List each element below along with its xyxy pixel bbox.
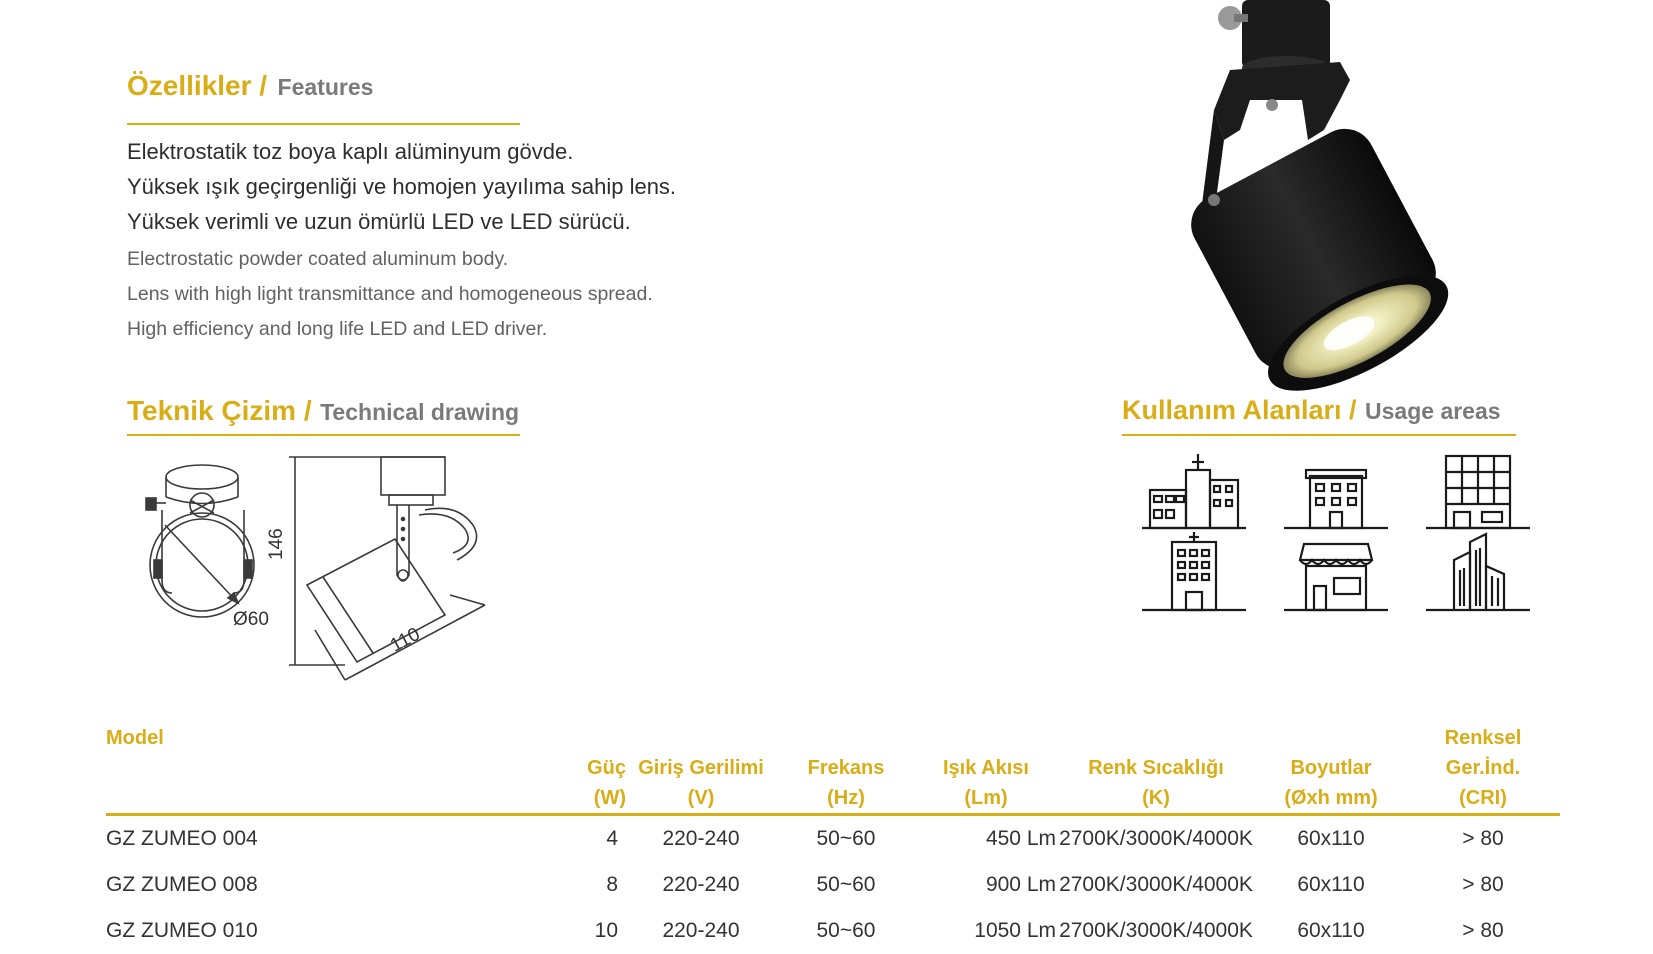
cell-dimensions: 60x110 — [1297, 919, 1365, 942]
feature-line-en-2: Lens with high light transmittance and homogeneous spread. — [127, 283, 653, 305]
cell-cri: > 80 — [1462, 827, 1504, 850]
cell-model: GZ ZUMEO 010 — [106, 919, 258, 942]
header-frequency: Frekans (Hz) — [807, 757, 885, 809]
table-row — [106, 908, 1560, 954]
cell-dimensions: 60x110 — [1297, 873, 1365, 896]
drawing-underline — [127, 434, 520, 436]
cell-voltage: 220-240 — [662, 873, 740, 896]
feature-line-en-1: Electrostatic powder coated aluminum body. — [127, 248, 509, 270]
drawing-heading — [127, 395, 519, 427]
city-buildings-icon — [1142, 450, 1246, 530]
skyscraper-icon — [1426, 530, 1530, 612]
cell-dimensions: 60x110 — [1297, 827, 1365, 850]
cell-voltage: 220-240 — [662, 827, 740, 850]
cell-color-temp: 2700K/3000K/4000K — [1059, 919, 1253, 942]
cell-flux: 450 Lm — [985, 827, 1056, 850]
feature-line-en-3: High efficiency and long life LED and LED driver. — [127, 318, 548, 340]
cell-power: 8 — [606, 873, 618, 896]
features-heading — [127, 70, 373, 102]
header-model: Model — [106, 727, 164, 749]
cell-cri: > 80 — [1462, 919, 1504, 942]
table-row — [106, 862, 1560, 908]
features-title-tr: Özellikler / — [127, 70, 268, 101]
usage-title-en: Usage areas — [1365, 398, 1501, 424]
table-row — [106, 815, 1560, 863]
technical-drawing-side-view — [285, 455, 495, 685]
cell-cri: > 80 — [1462, 873, 1504, 896]
usage-heading — [1122, 395, 1501, 426]
cell-color-temp: 2700K/3000K/4000K — [1059, 873, 1253, 896]
product-photo-spotlight — [1190, 0, 1530, 395]
usage-title-tr: Kullanım Alanları / — [1122, 395, 1357, 425]
cell-color-temp: 2700K/3000K/4000K — [1059, 827, 1253, 850]
feature-line-tr-2: Yüksek ışık geçirgenliği ve homojen yayılıma sahip lens. — [127, 174, 677, 199]
feature-line-tr-3: Yüksek verimli ve uzun ömürlü LED ve LED sürücü. — [127, 209, 631, 234]
dim-diameter-label: Ø60 — [233, 609, 269, 630]
dim-height-label: 146 — [266, 528, 287, 560]
spec-table-header — [106, 723, 1560, 815]
cell-voltage: 220-240 — [662, 919, 740, 942]
features-title-en: Features — [277, 74, 374, 100]
cell-frequency: 50~60 — [816, 919, 876, 942]
dim-length-label: 110 — [387, 623, 424, 657]
drawing-title-en: Technical drawing — [320, 399, 520, 425]
features-underline — [127, 123, 520, 125]
technical-drawing-front-view — [140, 455, 270, 635]
header-luminous-flux: Işık Akısı (Lm) — [943, 757, 1029, 809]
cell-flux: 900 Lm — [985, 873, 1056, 896]
header-dimensions: Boyutlar (Øxh mm) — [1284, 757, 1378, 809]
office-building-icon — [1426, 450, 1530, 530]
cell-frequency: 50~60 — [816, 873, 876, 896]
usage-underline — [1122, 434, 1516, 436]
drawing-title-tr: Teknik Çizim / — [127, 395, 312, 426]
store-icon — [1284, 530, 1388, 612]
header-cri: Renksel Ger.İnd. (CRI) — [1444, 727, 1522, 809]
apartment-icon — [1284, 450, 1388, 530]
cell-power: 4 — [606, 827, 618, 850]
header-power: Güç (W) — [587, 757, 626, 809]
cell-power: 10 — [594, 919, 618, 942]
spec-table — [106, 723, 1560, 954]
cell-flux: 1050 Lm — [974, 919, 1056, 942]
header-input-voltage: Giriş Gerilimi (V) — [638, 757, 764, 809]
cell-frequency: 50~60 — [816, 827, 876, 850]
hospital-icon — [1142, 530, 1246, 612]
cell-model: GZ ZUMEO 004 — [106, 827, 258, 850]
feature-line-tr-1: Elektrostatik toz boya kaplı alüminyum gövde. — [127, 139, 574, 164]
cell-model: GZ ZUMEO 008 — [106, 873, 258, 896]
header-color-temperature: Renk Sıcaklığı (K) — [1088, 757, 1224, 809]
